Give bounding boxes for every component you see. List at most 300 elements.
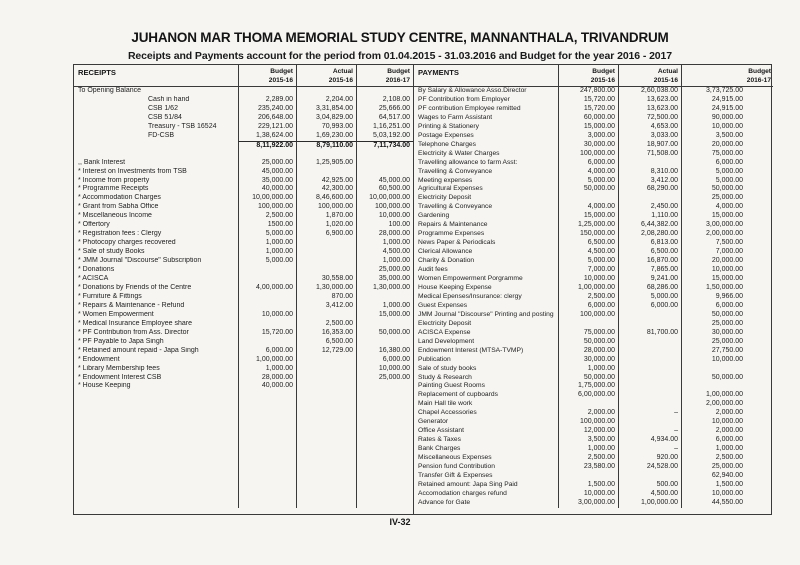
receipts-row [74, 221, 413, 230]
receipts-row [74, 445, 413, 454]
receipts-amount [356, 87, 413, 96]
receipts-amount: 30,558.00 [296, 275, 356, 284]
payments-amount: 9,966.00 [681, 293, 774, 302]
receipts-item-label: * Interest on Investments from TSB [78, 167, 187, 175]
payments-amount: 50,000.00 [558, 338, 618, 347]
receipts-row [74, 391, 413, 400]
receipts-row [74, 177, 413, 186]
payments-amount: 4,500.00 [618, 490, 681, 499]
payments-item-label: Meeting expenses [418, 176, 473, 184]
receipts-item-label [74, 445, 238, 454]
payments-amount: 13,623.00 [618, 96, 681, 105]
receipts-amount: 5,000.00 [238, 230, 296, 239]
payments-row [414, 472, 773, 481]
payments-item-label: Postage Expenses [418, 131, 474, 139]
receipts-amount: 1,38,624.00 [238, 132, 296, 141]
col-year: 2015-16 [328, 76, 353, 84]
receipts-row [74, 302, 413, 311]
receipts-amount [296, 374, 356, 383]
receipts-item-label: * Registration fees : Clergy [78, 230, 162, 238]
receipts-amount [296, 87, 356, 96]
payments-amount: 27,750.00 [681, 347, 774, 356]
payments-row [414, 382, 773, 391]
payments-item-label: Publication [418, 355, 451, 363]
payments-amount [618, 365, 681, 374]
receipts-amount [238, 454, 296, 463]
receipts-amount: 40,000.00 [238, 382, 296, 391]
receipts-item-label: * PF Payable to Japa Singh [78, 337, 164, 345]
receipts-amount: 229,121.00 [238, 123, 296, 132]
payments-amount: 920.00 [618, 454, 681, 463]
payments-amount: – [618, 409, 681, 418]
payments-amount: 10,000.00 [681, 356, 774, 365]
receipts-item-label: Cash in hand [148, 95, 190, 103]
receipts-item-label: * Grant from Sabha Office [78, 203, 159, 211]
receipts-row [74, 150, 413, 159]
receipts-amount: 25,000.00 [356, 374, 413, 383]
receipts-amount [238, 87, 296, 96]
payments-row [414, 123, 773, 132]
receipts-amount [296, 454, 356, 463]
receipts-amount: 28,000.00 [356, 230, 413, 239]
receipts-amount [296, 418, 356, 427]
receipts-row [74, 472, 413, 481]
receipts-item-label: * Furniture & Fittings [78, 292, 142, 300]
receipts-amount [296, 382, 356, 391]
payments-amount [681, 382, 774, 391]
receipts-item-label [74, 463, 238, 472]
payments-section [413, 65, 773, 514]
payments-amount: 23,580.00 [558, 463, 618, 472]
receipts-row [74, 311, 413, 320]
payments-amount: 1,25,000.00 [558, 221, 618, 230]
payments-amount: 4,000.00 [681, 203, 774, 212]
payments-item-label: Transfer Gift & Expenses [418, 471, 493, 479]
document-subtitle: Receipts and Payments account for the period from 01.04.2015 - 31.03.2016 and Budget for the year 2016 - 2017 [127, 50, 673, 62]
receipts-item-label [74, 454, 238, 463]
payments-item-label: Travelling allowance to farm Asst: [418, 158, 518, 166]
receipts-amount [356, 490, 413, 499]
payments-amount: 20,000.00 [681, 257, 774, 266]
receipts-amount [356, 418, 413, 427]
payments-row [414, 391, 773, 400]
col-label: Actual [332, 68, 353, 75]
receipts-amount: 100,000.00 [296, 203, 356, 212]
payments-amount: 15,000.00 [558, 212, 618, 221]
receipts-item-label: * Donations by Friends of the Centre [78, 283, 192, 291]
receipts-amount: 2,500.00 [296, 320, 356, 329]
payments-amount [558, 472, 618, 481]
receipts-amount: 10,00,000.00 [238, 194, 296, 203]
receipts-amount: 235,240.00 [238, 105, 296, 114]
payments-item-label: Chapel Accessories [418, 409, 477, 417]
col-year: 2015-16 [268, 76, 293, 84]
receipts-amount: 100.00 [356, 221, 413, 230]
receipts-amount: 40,000.00 [238, 185, 296, 194]
payments-row [414, 302, 773, 311]
payments-amount: 10,000.00 [558, 490, 618, 499]
receipts-item-label: * Endowment [78, 355, 120, 363]
payments-item-label: Wages to Farm Assistant [418, 113, 493, 121]
receipts-row [74, 293, 413, 302]
payments-amount: 1,500.00 [681, 481, 774, 490]
payments-amount: 10,000.00 [681, 490, 774, 499]
receipts-item-label [74, 499, 238, 508]
payments-rows [414, 87, 773, 514]
payments-amount: 6,000.00 [558, 159, 618, 168]
receipts-row [74, 230, 413, 239]
payments-amount: 90,000.00 [681, 114, 774, 123]
payments-row [414, 275, 773, 284]
payments-row [414, 194, 773, 203]
payments-amount: 24,528.00 [618, 463, 681, 472]
payments-item-label: Rates & Taxes [418, 436, 461, 444]
payments-item-label: Endowment Interest (MTSA-TVMP) [418, 346, 524, 354]
payments-amount: 15,000.00 [558, 123, 618, 132]
receipts-amount: 1,25,905.00 [296, 159, 356, 168]
receipts-amount [238, 293, 296, 302]
payments-row [414, 454, 773, 463]
receipts-amount: 10,000.00 [356, 365, 413, 374]
receipts-amount [238, 302, 296, 311]
payments-row [414, 329, 773, 338]
payments-row [414, 400, 773, 409]
receipts-row [74, 212, 413, 221]
receipts-item-label [74, 472, 238, 481]
receipts-amount: 45,000.00 [238, 168, 296, 177]
payments-amount: 2,500.00 [558, 454, 618, 463]
receipts-row [74, 436, 413, 445]
receipts-amount: 35,000.00 [356, 275, 413, 284]
payments-row [414, 499, 773, 508]
payments-amount: 4,000.00 [558, 168, 618, 177]
receipts-row [74, 400, 413, 409]
receipts-item-label [74, 481, 238, 490]
payments-row [414, 320, 773, 329]
payments-amount [618, 472, 681, 481]
payments-amount: 2,500.00 [681, 454, 774, 463]
payments-item-label: Women Empowerment Porgramme [418, 275, 523, 283]
receipts-amount [238, 400, 296, 409]
payments-amount: 30,000.00 [558, 356, 618, 365]
receipts-amount: 3,04,829.00 [296, 114, 356, 123]
receipts-amount [296, 356, 356, 365]
payments-amount: 25,000.00 [681, 320, 774, 329]
payments-col-actual-2015-16 [618, 65, 681, 86]
receipts-amount: 1,000.00 [356, 257, 413, 266]
payments-amount: 247,800.00 [558, 87, 618, 96]
receipts-amount [238, 445, 296, 454]
payments-amount: 2,00,000.00 [681, 230, 774, 239]
payments-amount: 13,623.00 [618, 105, 681, 114]
receipts-amount [296, 445, 356, 454]
receipts-amount: 5,000.00 [238, 257, 296, 266]
receipts-col-budget-2015-16 [238, 65, 296, 86]
payments-item-label: Office Assistant [418, 427, 464, 435]
col-label: Budget [592, 68, 615, 75]
receipts-amount: 1,020.00 [296, 221, 356, 230]
payments-item-label: Medical Epenses/Insurance: clergy [418, 292, 522, 300]
receipts-item-label: * Miscellaneous Income [78, 212, 152, 220]
receipts-amount [238, 490, 296, 499]
receipts-amount: 4,500.00 [356, 248, 413, 257]
payments-header-row [414, 65, 773, 87]
receipts-payments-table [73, 64, 772, 515]
payments-amount: 6,500.00 [618, 248, 681, 257]
payments-amount: 62,940.00 [681, 472, 774, 481]
payments-item-label: Miscellaneous Expenses [418, 454, 492, 462]
payments-amount: 12,000.00 [558, 427, 618, 436]
receipts-item-label [74, 418, 238, 427]
receipts-amount: 870.00 [296, 293, 356, 302]
payments-item-label: Agricultural Expenses [418, 185, 483, 193]
receipts-amount: 42,300.00 [296, 185, 356, 194]
receipts-amount: 15,720.00 [238, 329, 296, 338]
payments-item-label: PF contribution Employee remitted [418, 104, 521, 112]
receipts-col-budget-2016-17 [356, 65, 413, 86]
receipts-row [74, 409, 413, 418]
receipts-row [74, 463, 413, 472]
receipts-amount [356, 320, 413, 329]
receipts-item-label: * PF Contribution from Ass. Director [78, 328, 189, 336]
payments-item-label: Guest Expenses [418, 301, 468, 309]
payments-amount: 1,000.00 [558, 445, 618, 454]
payments-amount: 100,000.00 [558, 311, 618, 320]
receipts-amount: 10,000.00 [238, 311, 296, 320]
payments-row [414, 436, 773, 445]
payments-row [414, 230, 773, 239]
payments-amount: 50,000.00 [681, 185, 774, 194]
payments-amount: 1,000.00 [681, 445, 774, 454]
payments-amount [618, 159, 681, 168]
document-title: JUHANON MAR THOMA MEMORIAL STUDY CENTRE, MANNANTHALA, TRIVANDRUM [131, 30, 669, 45]
payments-col-budget-2015-16 [558, 65, 618, 86]
receipts-section [74, 65, 413, 514]
receipts-row [74, 454, 413, 463]
receipts-amount [296, 490, 356, 499]
receipts-amount [296, 239, 356, 248]
receipts-item-label [74, 490, 238, 499]
receipts-amount: 42,925.00 [296, 177, 356, 186]
receipts-row [74, 132, 413, 141]
payments-row [414, 221, 773, 230]
payments-amount: 100,000.00 [558, 418, 618, 427]
col-year: 2015-16 [590, 76, 615, 84]
receipts-amount [296, 150, 356, 159]
payments-amount: 50,000.00 [558, 374, 618, 383]
payments-amount: 2,500.00 [558, 293, 618, 302]
payments-amount: 6,000.00 [681, 302, 774, 311]
payments-row [414, 409, 773, 418]
receipts-amount [296, 409, 356, 418]
receipts-row [74, 168, 413, 177]
receipts-amount: 100,000.00 [238, 203, 296, 212]
payments-row [414, 463, 773, 472]
payments-amount [618, 391, 681, 400]
payments-row [414, 347, 773, 356]
payments-amount: 25,000.00 [681, 463, 774, 472]
payments-row [414, 445, 773, 454]
payments-item-label: PF Contribution from Employer [418, 95, 510, 103]
payments-amount: 2,00,000.00 [681, 400, 774, 409]
payments-amount: 20,000.00 [681, 141, 774, 150]
receipts-amount [356, 409, 413, 418]
receipts-amount: 6,000.00 [356, 356, 413, 365]
receipts-row [74, 284, 413, 293]
receipts-amount: 16,380.00 [356, 347, 413, 356]
receipts-amount [356, 427, 413, 436]
payments-item-label: Electricity & Water Charges [418, 149, 500, 157]
receipts-item-label: * Endowment Interest CSB [78, 373, 162, 381]
receipts-amount [238, 150, 296, 159]
payments-header: PAYMENTS [418, 68, 459, 77]
payments-row [414, 87, 773, 96]
receipts-amount [296, 463, 356, 472]
receipts-item-label: * Women Empowerment [78, 310, 154, 318]
payments-row [414, 293, 773, 302]
payments-amount: 6,000.00 [681, 436, 774, 445]
receipts-amount [296, 248, 356, 257]
receipts-row [74, 338, 413, 347]
payments-row [414, 248, 773, 257]
receipts-amount [296, 365, 356, 374]
payments-amount: 3,00,000.00 [558, 499, 618, 508]
receipts-row [74, 320, 413, 329]
receipts-amount: 7,11,734.00 [356, 141, 413, 150]
payments-amount [618, 400, 681, 409]
receipts-item-label: FD-CSB [148, 131, 175, 139]
receipts-item-label [74, 400, 238, 409]
payments-amount: 10,000.00 [681, 266, 774, 275]
payments-amount: 5,000.00 [558, 257, 618, 266]
payments-amount: 25,000.00 [681, 338, 774, 347]
receipts-amount [238, 418, 296, 427]
payments-row [414, 141, 773, 150]
payments-amount: 8,310.00 [618, 168, 681, 177]
receipts-amount: 16,353.00 [296, 329, 356, 338]
payments-item-label: Programme Expenses [418, 230, 485, 238]
receipts-row [74, 159, 413, 168]
payments-amount: 100,000.00 [558, 150, 618, 159]
payments-amount: 10,000.00 [681, 123, 774, 132]
payments-amount: 3,73,725.00 [681, 87, 774, 96]
payments-row [414, 427, 773, 436]
receipts-row [74, 257, 413, 266]
receipts-amount: 28,000.00 [238, 374, 296, 383]
receipts-amount [238, 481, 296, 490]
receipts-amount [356, 382, 413, 391]
receipts-amount [238, 436, 296, 445]
payments-amount: 50,000.00 [681, 311, 774, 320]
payments-item-label: Printing & Stationery [418, 122, 479, 130]
receipts-amount [238, 266, 296, 275]
receipts-row [74, 239, 413, 248]
payments-amount: 1,50,000.00 [681, 284, 774, 293]
payments-amount: 4,653.00 [618, 123, 681, 132]
receipts-row [74, 248, 413, 257]
payments-item-label: Gardening [418, 212, 450, 220]
payments-amount: 9,241.00 [618, 275, 681, 284]
payments-amount: 5,000.00 [618, 293, 681, 302]
payments-item-label: Retained amount: Japa Sing Paid [418, 480, 518, 488]
payments-item-label: News Paper & Periodicals [418, 239, 496, 247]
receipts-item-label: * Library Membership fees [78, 364, 160, 372]
payments-amount: 6,813.00 [618, 239, 681, 248]
payments-amount: 3,500.00 [681, 132, 774, 141]
payments-amount [618, 194, 681, 203]
payments-amount: 1,00,000.00 [681, 391, 774, 400]
receipts-amount: 10,000.00 [356, 212, 413, 221]
payments-amount: – [618, 427, 681, 436]
receipts-item-label: * House Keeping [78, 382, 131, 390]
receipts-amount: 35,000.00 [238, 177, 296, 186]
receipts-amount [296, 472, 356, 481]
receipts-amount: 70,993.00 [296, 123, 356, 132]
payments-item-label: Main Hall tile work [418, 400, 473, 408]
receipts-header-row [74, 65, 413, 87]
receipts-row [74, 329, 413, 338]
payments-amount [618, 347, 681, 356]
payments-amount: 3,412.00 [618, 177, 681, 186]
receipts-amount [296, 311, 356, 320]
receipts-item-label: * Photocopy charges recovered [78, 239, 176, 247]
payments-amount: 2,60,038.00 [618, 87, 681, 96]
receipts-rows [74, 87, 413, 514]
payments-amount: 6,000.00 [681, 159, 774, 168]
payments-amount: 15,000.00 [681, 275, 774, 284]
receipts-row [74, 194, 413, 203]
payments-amount [618, 374, 681, 383]
receipts-amount: 2,204.00 [296, 96, 356, 105]
payments-row [414, 490, 773, 499]
receipts-row [74, 275, 413, 284]
payments-amount: 500.00 [618, 481, 681, 490]
receipts-item-label: * ACISCA [78, 275, 109, 283]
payments-amount: 7,000.00 [681, 248, 774, 257]
receipts-amount: 2,500.00 [238, 212, 296, 221]
receipts-amount: 25,000.00 [238, 159, 296, 168]
receipts-item-label [74, 141, 238, 150]
receipts-row [74, 114, 413, 123]
receipts-header: RECEIPTS [78, 68, 116, 77]
receipts-amount: 5,03,192.00 [356, 132, 413, 141]
receipts-amount: 4,00,000.00 [238, 284, 296, 293]
receipts-item-label: * Repairs & Maintenance - Refund [78, 301, 185, 309]
receipts-amount [296, 168, 356, 177]
payments-amount: 2,000.00 [681, 409, 774, 418]
receipts-item-label: CSB 51/84 [148, 113, 182, 121]
payments-amount: 10,000.00 [558, 275, 618, 284]
payments-amount: 6,00,000.00 [558, 391, 618, 400]
payments-item-label: Sale of study books [418, 364, 477, 372]
payments-row [414, 374, 773, 383]
payments-amount: 7,000.00 [558, 266, 618, 275]
receipts-amount [356, 150, 413, 159]
receipts-row [74, 87, 413, 96]
payments-item-label: Charity & Donation [418, 257, 475, 265]
receipts-amount: 2,289.00 [238, 96, 296, 105]
payments-amount: 5,000.00 [558, 177, 618, 186]
payments-row [414, 239, 773, 248]
receipts-amount: 1,30,000.00 [356, 284, 413, 293]
receipts-col-actual-2015-16 [296, 65, 356, 86]
receipts-amount: 1,69,230.00 [296, 132, 356, 141]
payments-amount: 5,000.00 [681, 168, 774, 177]
payments-item-label: Study & Research [418, 373, 472, 381]
payments-amount: 7,865.00 [618, 266, 681, 275]
payments-amount: 4,500.00 [558, 248, 618, 257]
receipts-amount [356, 168, 413, 177]
